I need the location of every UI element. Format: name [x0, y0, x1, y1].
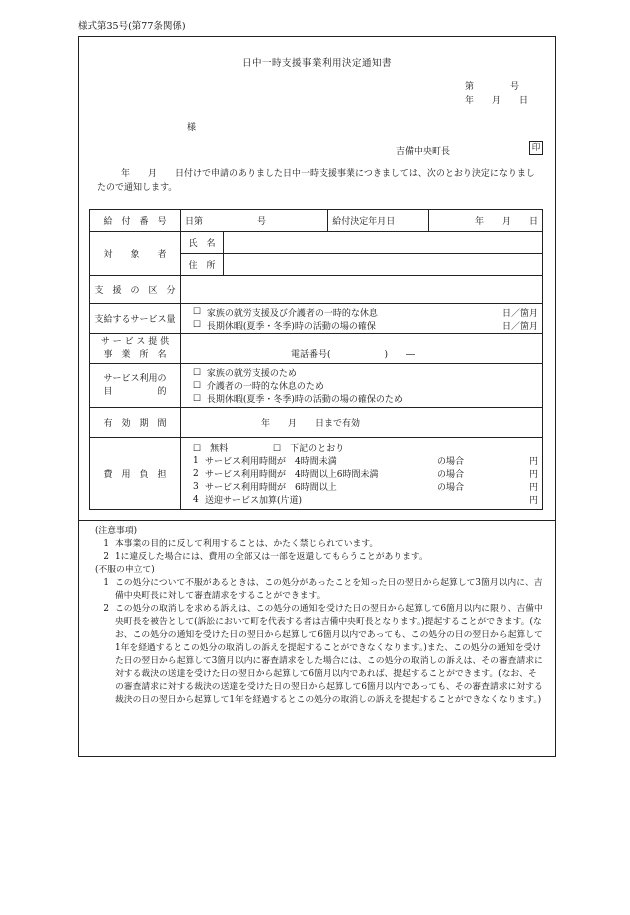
- cost-unit: 円: [528, 457, 538, 467]
- purpose-row: [193, 366, 538, 379]
- checkbox-icon[interactable]: ☐: [193, 367, 202, 378]
- cost-row: [193, 454, 538, 467]
- notice-frame: [78, 36, 556, 757]
- objection-item-num: 1: [103, 578, 109, 588]
- address-label: 住 所: [181, 254, 224, 276]
- document-date: 年 月 日: [465, 96, 529, 106]
- provider-label: [90, 334, 181, 364]
- provider-cell: [181, 334, 543, 364]
- purpose-row: [193, 379, 538, 392]
- purpose-text: 長期休暇(夏季・冬季)時の活動の場の確保のため: [206, 395, 403, 405]
- cost-unit: 円: [528, 470, 538, 480]
- issuer-name: 吉備中央町長: [396, 147, 451, 157]
- cost-case: の場合: [437, 483, 465, 493]
- name-label: 氏 名: [181, 232, 224, 254]
- provider-label-line: サ ー ビ ス 提 供: [100, 336, 170, 347]
- notes-item-text: 本事業の目的に反して利用することは、かたく禁じられています。: [115, 539, 379, 549]
- name-value: [224, 232, 543, 254]
- address-value: [224, 254, 543, 276]
- seal-mark: 印: [529, 141, 543, 155]
- cost-unit: 円: [528, 496, 538, 506]
- cost-num: 4: [193, 494, 199, 505]
- notes-item-text: 1に違反した場合には、費用の全部又は一部を返還してもらうことがあります。: [115, 552, 428, 562]
- objection-item-num: 2: [103, 604, 109, 614]
- cost-row: [193, 467, 538, 480]
- cost-num: 3: [193, 481, 199, 492]
- notes-item: [95, 551, 543, 564]
- cost-row: [193, 480, 538, 493]
- cost-free-option[interactable]: ☐ 無料: [193, 444, 229, 454]
- cost-case: の場合: [437, 470, 465, 480]
- validity-label: 有 効 期 間: [90, 408, 181, 438]
- provider-label-line: 事 業 所 名: [103, 349, 167, 360]
- subject-label: 対 象 者: [90, 232, 181, 276]
- support-class-label: 支 援 の 区 分: [90, 276, 181, 304]
- notes-item-num: 2: [103, 552, 109, 562]
- purpose-label: [90, 364, 181, 408]
- purpose-cell: [181, 364, 543, 408]
- addressee-honorific: 様: [187, 123, 197, 133]
- form-number-label: 様式第35号(第77条関係): [78, 21, 186, 32]
- checkbox-icon[interactable]: ☐: [193, 307, 202, 317]
- payment-number-value: 日第 号: [181, 210, 328, 232]
- cost-row: [193, 493, 538, 506]
- purpose-label-line: 目 的: [103, 386, 167, 397]
- service-amount-text: 家族の就労支援及び介護者の一時的な休息: [206, 308, 378, 319]
- decision-date-label: 給付決定年月日: [328, 210, 429, 232]
- notes-item: [95, 538, 543, 551]
- intro-text: 年 月 日付けで申請のありました日中一時支援事業につきましては、次のとおり決定になりましたので通知します。: [97, 169, 535, 193]
- service-amount-row: [193, 319, 538, 332]
- checkbox-icon[interactable]: ☐: [193, 393, 202, 404]
- cost-cell: [181, 438, 543, 510]
- service-amount-unit: 日／箇月: [501, 321, 538, 332]
- cost-text: サービス利用時間が 6時間以上: [205, 483, 337, 493]
- checkbox-icon[interactable]: ☐: [193, 320, 202, 330]
- service-amount-text: 長期休暇(夏季・冬季)時の活動の場の確保: [206, 321, 376, 332]
- document-title: 日中一時支援事業利用決定通知書: [241, 58, 392, 69]
- objection-item: [95, 577, 543, 603]
- cost-text: 送迎サービス加算(片道): [205, 496, 303, 506]
- purpose-text: 介護者の一時的な休息のため: [206, 382, 324, 392]
- objection-item-text: この処分について不服があるときは、この処分があったことを知った日の翌日から起算して3箇月以内に、吉備中央町長に対して審査請求をすることができます。: [115, 578, 543, 601]
- cost-text: サービス利用時間が 4時間未満: [205, 457, 337, 467]
- cost-num: 1: [193, 455, 199, 466]
- cost-case: の場合: [437, 457, 465, 467]
- cost-option-row: [193, 441, 538, 454]
- cost-below-option[interactable]: ☐ 下記のとおり: [273, 444, 345, 454]
- document-number: 第 号: [465, 82, 520, 92]
- purpose-text: 家族の就労支援のため: [206, 369, 297, 379]
- phone-line: 電話番号( ) ―: [291, 350, 416, 360]
- decision-date-value: 年 月 日: [429, 210, 543, 232]
- service-amount-unit: 日／箇月: [501, 308, 538, 319]
- purpose-row: [193, 392, 538, 405]
- objection-item: [95, 603, 543, 707]
- checkbox-icon[interactable]: ☐: [193, 380, 202, 391]
- cost-num: 2: [193, 468, 199, 479]
- service-amount-label: 支給するサービス量: [90, 304, 181, 334]
- notes-heading: (注意事項): [95, 526, 138, 536]
- objection-heading: (不服の申立て): [95, 565, 155, 575]
- cost-text: サービス利用時間が 4時間以上6時間未満: [205, 470, 379, 480]
- cost-label: 費 用 負 担: [90, 438, 181, 510]
- service-amount-cell: [181, 304, 543, 334]
- payment-number-label: 給 付 番 号: [90, 210, 181, 232]
- purpose-label-line: サービス利用の: [103, 373, 167, 384]
- objection-item-text: この処分の取消しを求める訴えは、この処分の通知を受けた日の翌日から起算して6箇月以内に限り、吉備中央町長を被告として(訴訟において町を代表する者は吉備中央町長となります。)提起することができます。(なお、この処分の通知を受けた日の翌日から起算して6箇月以内であっても、この処分の日の翌日から起算して1年を経過するとこの処分の取消しの訴えを提起することができなくなります。)また、この処分の通知を受けた日の翌日から起算して3箇月以内に審査請求をした場合には、この処分の取消しの訴えは、その審査請求に対する裁決の送達を受けた日の翌日から起算して6箇月以内であれば、提起することができます。(なお、その審査請求に対する裁決の送達を受けた日の翌日から起算して6箇月以内であっても、その審査請求に対する裁決の日の翌日から起算して1年を経過するとこの処分の取消しの訴えを提起することができなくなります。): [115, 604, 543, 705]
- validity-value: 年 月 日まで有効: [181, 408, 543, 438]
- support-class-value: [181, 276, 543, 304]
- service-amount-row: [193, 306, 538, 319]
- cost-unit: 円: [528, 483, 538, 493]
- notes-item-num: 1: [103, 539, 109, 549]
- decision-table: [89, 209, 543, 510]
- notes-section: [79, 520, 555, 707]
